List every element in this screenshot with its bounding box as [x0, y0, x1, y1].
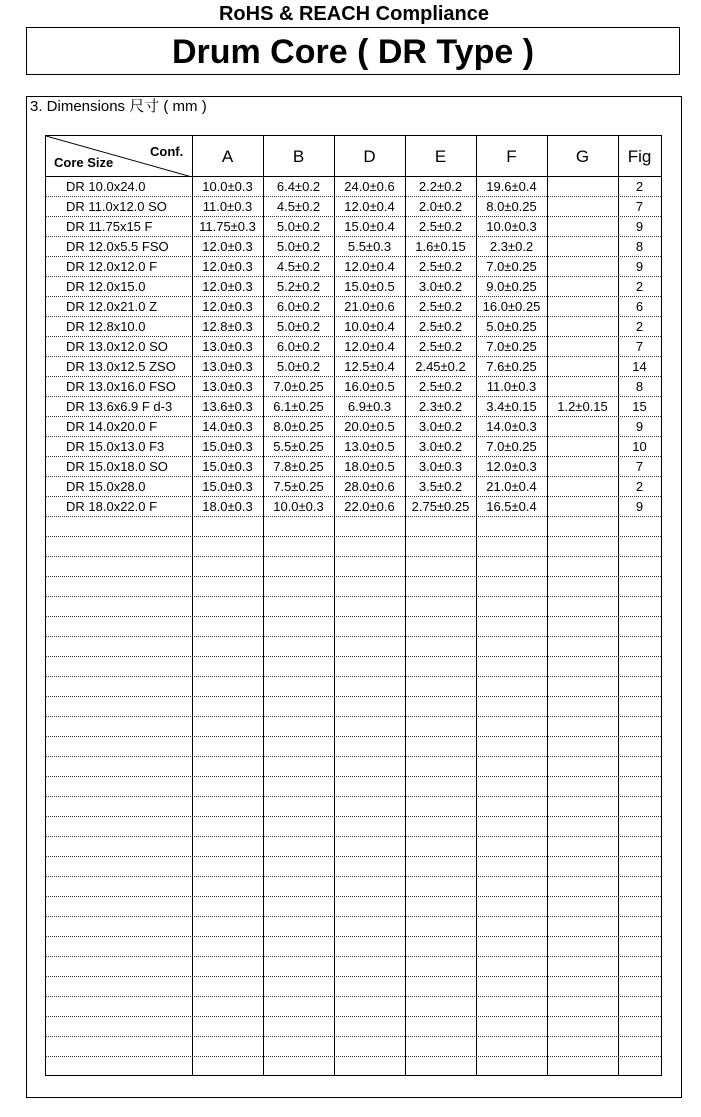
value-cell-e: 3.0±0.3 — [418, 459, 463, 474]
row-divider — [46, 536, 661, 537]
value-cell-b: 5.2±0.2 — [276, 279, 321, 294]
value-cell-a: 15.0±0.3 — [202, 439, 253, 454]
value-cell-b: 4.5±0.2 — [276, 199, 321, 214]
value-cell-e: 2.0±0.2 — [418, 199, 463, 214]
value-cell-f: 8.0±0.25 — [486, 199, 537, 214]
value-cell-d: 13.0±0.5 — [344, 439, 395, 454]
compliance-heading: RoHS & REACH Compliance — [218, 3, 490, 25]
value-cell-a: 11.0±0.3 — [202, 199, 253, 214]
value-cell-a: 13.0±0.3 — [202, 379, 253, 394]
value-cell-e: 3.5±0.2 — [418, 479, 463, 494]
value-cell-a: 14.0±0.3 — [202, 419, 253, 434]
value-cell-d: 12.0±0.4 — [344, 199, 395, 214]
row-divider — [46, 936, 661, 937]
value-cell-b: 8.0±0.25 — [273, 419, 324, 434]
core-size-cell: DR 13.6x6.9 F d-3 — [66, 399, 173, 414]
value-cell-a: 15.0±0.3 — [202, 459, 253, 474]
value-cell-b: 6.0±0.2 — [276, 339, 321, 354]
value-cell-d: 16.0±0.5 — [344, 379, 395, 394]
value-cell-a: 12.8±0.3 — [202, 319, 253, 334]
value-cell-fig: 6 — [635, 299, 644, 314]
value-cell-d: 6.9±0.3 — [347, 399, 392, 414]
value-cell-d: 28.0±0.6 — [344, 479, 395, 494]
core-size-cell: DR 13.0x12.0 SO — [66, 339, 168, 354]
value-cell-b: 5.0±0.2 — [276, 239, 321, 254]
value-cell-e: 2.5±0.2 — [418, 319, 463, 334]
value-cell-fig: 2 — [635, 279, 644, 294]
core-size-cell: DR 18.0x22.0 F — [66, 499, 158, 514]
value-cell-a: 12.0±0.3 — [202, 299, 253, 314]
value-cell-d: 22.0±0.6 — [344, 499, 395, 514]
value-cell-e: 3.0±0.2 — [418, 439, 463, 454]
value-cell-b: 7.5±0.25 — [273, 479, 324, 494]
value-cell-f: 7.6±0.25 — [486, 359, 537, 374]
value-cell-f: 5.0±0.25 — [486, 319, 537, 334]
row-divider — [46, 996, 661, 997]
value-cell-e: 2.2±0.2 — [418, 179, 463, 194]
core-size-cell: DR 15.0x28.0 — [66, 479, 146, 494]
row-divider — [46, 716, 661, 717]
value-cell-e: 1.6±0.15 — [415, 239, 466, 254]
value-cell-f: 16.0±0.25 — [482, 299, 541, 314]
value-cell-d: 12.5±0.4 — [344, 359, 395, 374]
value-cell-fig: 2 — [635, 479, 644, 494]
value-cell-f: 12.0±0.3 — [486, 459, 537, 474]
value-cell-fig: 2 — [635, 319, 644, 334]
value-cell-a: 11.75±0.3 — [199, 219, 256, 234]
row-divider — [46, 836, 661, 837]
value-cell-f: 9.0±0.25 — [486, 279, 537, 294]
column-header-b: B — [292, 147, 305, 166]
core-size-cell: DR 12.8x10.0 — [66, 319, 146, 334]
core-size-cell: DR 10.0x24.0 — [66, 179, 146, 194]
value-cell-f: 7.0±0.25 — [486, 259, 537, 274]
value-cell-e: 2.5±0.2 — [418, 259, 463, 274]
row-divider — [46, 876, 661, 877]
core-size-cell: DR 12.0x21.0 Z — [66, 299, 158, 314]
value-cell-f: 16.5±0.4 — [486, 499, 537, 514]
value-cell-e: 2.5±0.2 — [418, 219, 463, 234]
value-cell-fig: 15 — [632, 399, 647, 414]
value-cell-fig: 7 — [635, 199, 644, 214]
row-divider — [46, 856, 661, 857]
column-header-f: F — [506, 147, 517, 166]
value-cell-e: 2.5±0.2 — [418, 379, 463, 394]
value-cell-a: 18.0±0.3 — [202, 499, 253, 514]
row-divider — [46, 776, 661, 777]
core-size-cell: DR 13.0x16.0 FSO — [66, 379, 176, 394]
value-cell-d: 24.0±0.6 — [344, 179, 395, 194]
value-cell-d: 15.0±0.5 — [344, 279, 395, 294]
value-cell-fig: 10 — [632, 439, 647, 454]
row-divider — [46, 1056, 661, 1057]
row-divider — [46, 956, 661, 957]
core-size-cell: DR 11.0x12.0 SO — [66, 199, 167, 214]
value-cell-e: 3.0±0.2 — [418, 419, 463, 434]
value-cell-b: 7.8±0.25 — [273, 459, 324, 474]
core-size-cell: DR 12.0x5.5 FSO — [66, 239, 169, 254]
value-cell-fig: 2 — [635, 179, 644, 194]
value-cell-b: 5.0±0.2 — [276, 359, 321, 374]
value-cell-f: 7.0±0.25 — [486, 439, 537, 454]
core-size-cell: DR 15.0x13.0 F3 — [66, 439, 165, 454]
core-size-cell: DR 12.0x12.0 F — [66, 259, 158, 274]
value-cell-f: 2.3±0.2 — [489, 239, 534, 254]
value-cell-b: 5.0±0.2 — [276, 319, 321, 334]
value-cell-d: 12.0±0.4 — [344, 339, 395, 354]
value-cell-d: 10.0±0.4 — [344, 319, 395, 334]
value-cell-f: 21.0±0.4 — [486, 479, 537, 494]
value-cell-f: 7.0±0.25 — [486, 339, 537, 354]
value-cell-a: 12.0±0.3 — [202, 239, 253, 254]
value-cell-fig: 9 — [635, 499, 644, 514]
core-size-cell: DR 13.0x12.5 ZSO — [66, 359, 176, 374]
row-divider — [46, 656, 661, 657]
row-divider — [46, 736, 661, 737]
column-header-g: G — [575, 147, 590, 166]
value-cell-fig: 7 — [635, 339, 644, 354]
value-cell-a: 10.0±0.3 — [202, 179, 253, 194]
value-cell-a: 13.0±0.3 — [202, 339, 253, 354]
value-cell-fig: 14 — [632, 359, 647, 374]
value-cell-d: 18.0±0.5 — [344, 459, 395, 474]
value-cell-b: 6.4±0.2 — [276, 179, 321, 194]
value-cell-f: 19.6±0.4 — [486, 179, 537, 194]
value-cell-f: 10.0±0.3 — [486, 219, 537, 234]
row-divider — [46, 636, 661, 637]
row-divider — [46, 756, 661, 757]
value-cell-b: 7.0±0.25 — [273, 379, 324, 394]
value-cell-d: 21.0±0.6 — [344, 299, 395, 314]
row-divider — [46, 916, 661, 917]
page-title: Drum Core ( DR Type ) — [26, 27, 680, 75]
value-cell-b: 5.5±0.25 — [273, 439, 324, 454]
value-cell-d: 12.0±0.4 — [344, 259, 395, 274]
value-cell-b: 6.1±0.25 — [273, 399, 324, 414]
value-cell-e: 3.0±0.2 — [418, 279, 463, 294]
value-cell-fig: 7 — [635, 459, 644, 474]
core-size-cell: DR 12.0x15.0 — [66, 279, 146, 294]
core-size-cell: DR 11.75x15 F — [66, 219, 153, 234]
value-cell-fig: 8 — [635, 379, 644, 394]
value-cell-a: 13.6±0.3 — [202, 399, 253, 414]
value-cell-a: 13.0±0.3 — [202, 359, 253, 374]
column-header-fig: Fig — [627, 147, 652, 166]
value-cell-e: 2.75±0.25 — [411, 499, 470, 514]
value-cell-a: 15.0±0.3 — [202, 479, 253, 494]
row-divider — [46, 616, 661, 617]
value-cell-fig: 9 — [635, 219, 644, 234]
column-header-a: A — [221, 147, 234, 166]
row-divider — [46, 696, 661, 697]
value-cell-b: 10.0±0.3 — [273, 499, 324, 514]
core-size-cell: DR 14.0x20.0 F — [66, 419, 158, 434]
row-divider — [46, 596, 661, 597]
value-cell-e: 2.5±0.2 — [418, 299, 463, 314]
section-title: 3. Dimensions 尺寸 ( mm ) — [30, 98, 207, 115]
value-cell-d: 5.5±0.3 — [347, 239, 392, 254]
core-size-cell: DR 15.0x18.0 SO — [66, 459, 168, 474]
column-header-d: D — [363, 147, 376, 166]
value-cell-b: 6.0±0.2 — [276, 299, 321, 314]
row-divider — [46, 576, 661, 577]
value-cell-f: 3.4±0.15 — [486, 399, 537, 414]
value-cell-b: 4.5±0.2 — [276, 259, 321, 274]
header-core-size-label: Core Size — [54, 155, 114, 170]
value-cell-e: 2.3±0.2 — [418, 399, 463, 414]
value-cell-g: 1.2±0.15 — [557, 399, 608, 414]
value-cell-fig: 9 — [635, 419, 644, 434]
value-cell-d: 15.0±0.4 — [344, 219, 395, 234]
value-cell-e: 2.5±0.2 — [418, 339, 463, 354]
row-divider — [46, 556, 661, 557]
value-cell-f: 14.0±0.3 — [486, 419, 537, 434]
value-cell-fig: 9 — [635, 259, 644, 274]
value-cell-a: 12.0±0.3 — [202, 259, 253, 274]
row-divider — [46, 676, 661, 677]
value-cell-a: 12.0±0.3 — [202, 279, 253, 294]
row-divider — [46, 1016, 661, 1017]
row-divider — [46, 816, 661, 817]
column-header-e: E — [434, 147, 447, 166]
row-divider — [46, 896, 661, 897]
value-cell-d: 20.0±0.5 — [344, 419, 395, 434]
header-conf-label: Conf. — [150, 144, 184, 159]
value-cell-f: 11.0±0.3 — [486, 379, 537, 394]
row-divider — [46, 796, 661, 797]
dimensions-table — [45, 135, 662, 1076]
row-divider — [46, 1036, 661, 1037]
value-cell-e: 2.45±0.2 — [415, 359, 466, 374]
value-cell-fig: 8 — [635, 239, 644, 254]
row-divider — [46, 976, 661, 977]
value-cell-b: 5.0±0.2 — [276, 219, 321, 234]
